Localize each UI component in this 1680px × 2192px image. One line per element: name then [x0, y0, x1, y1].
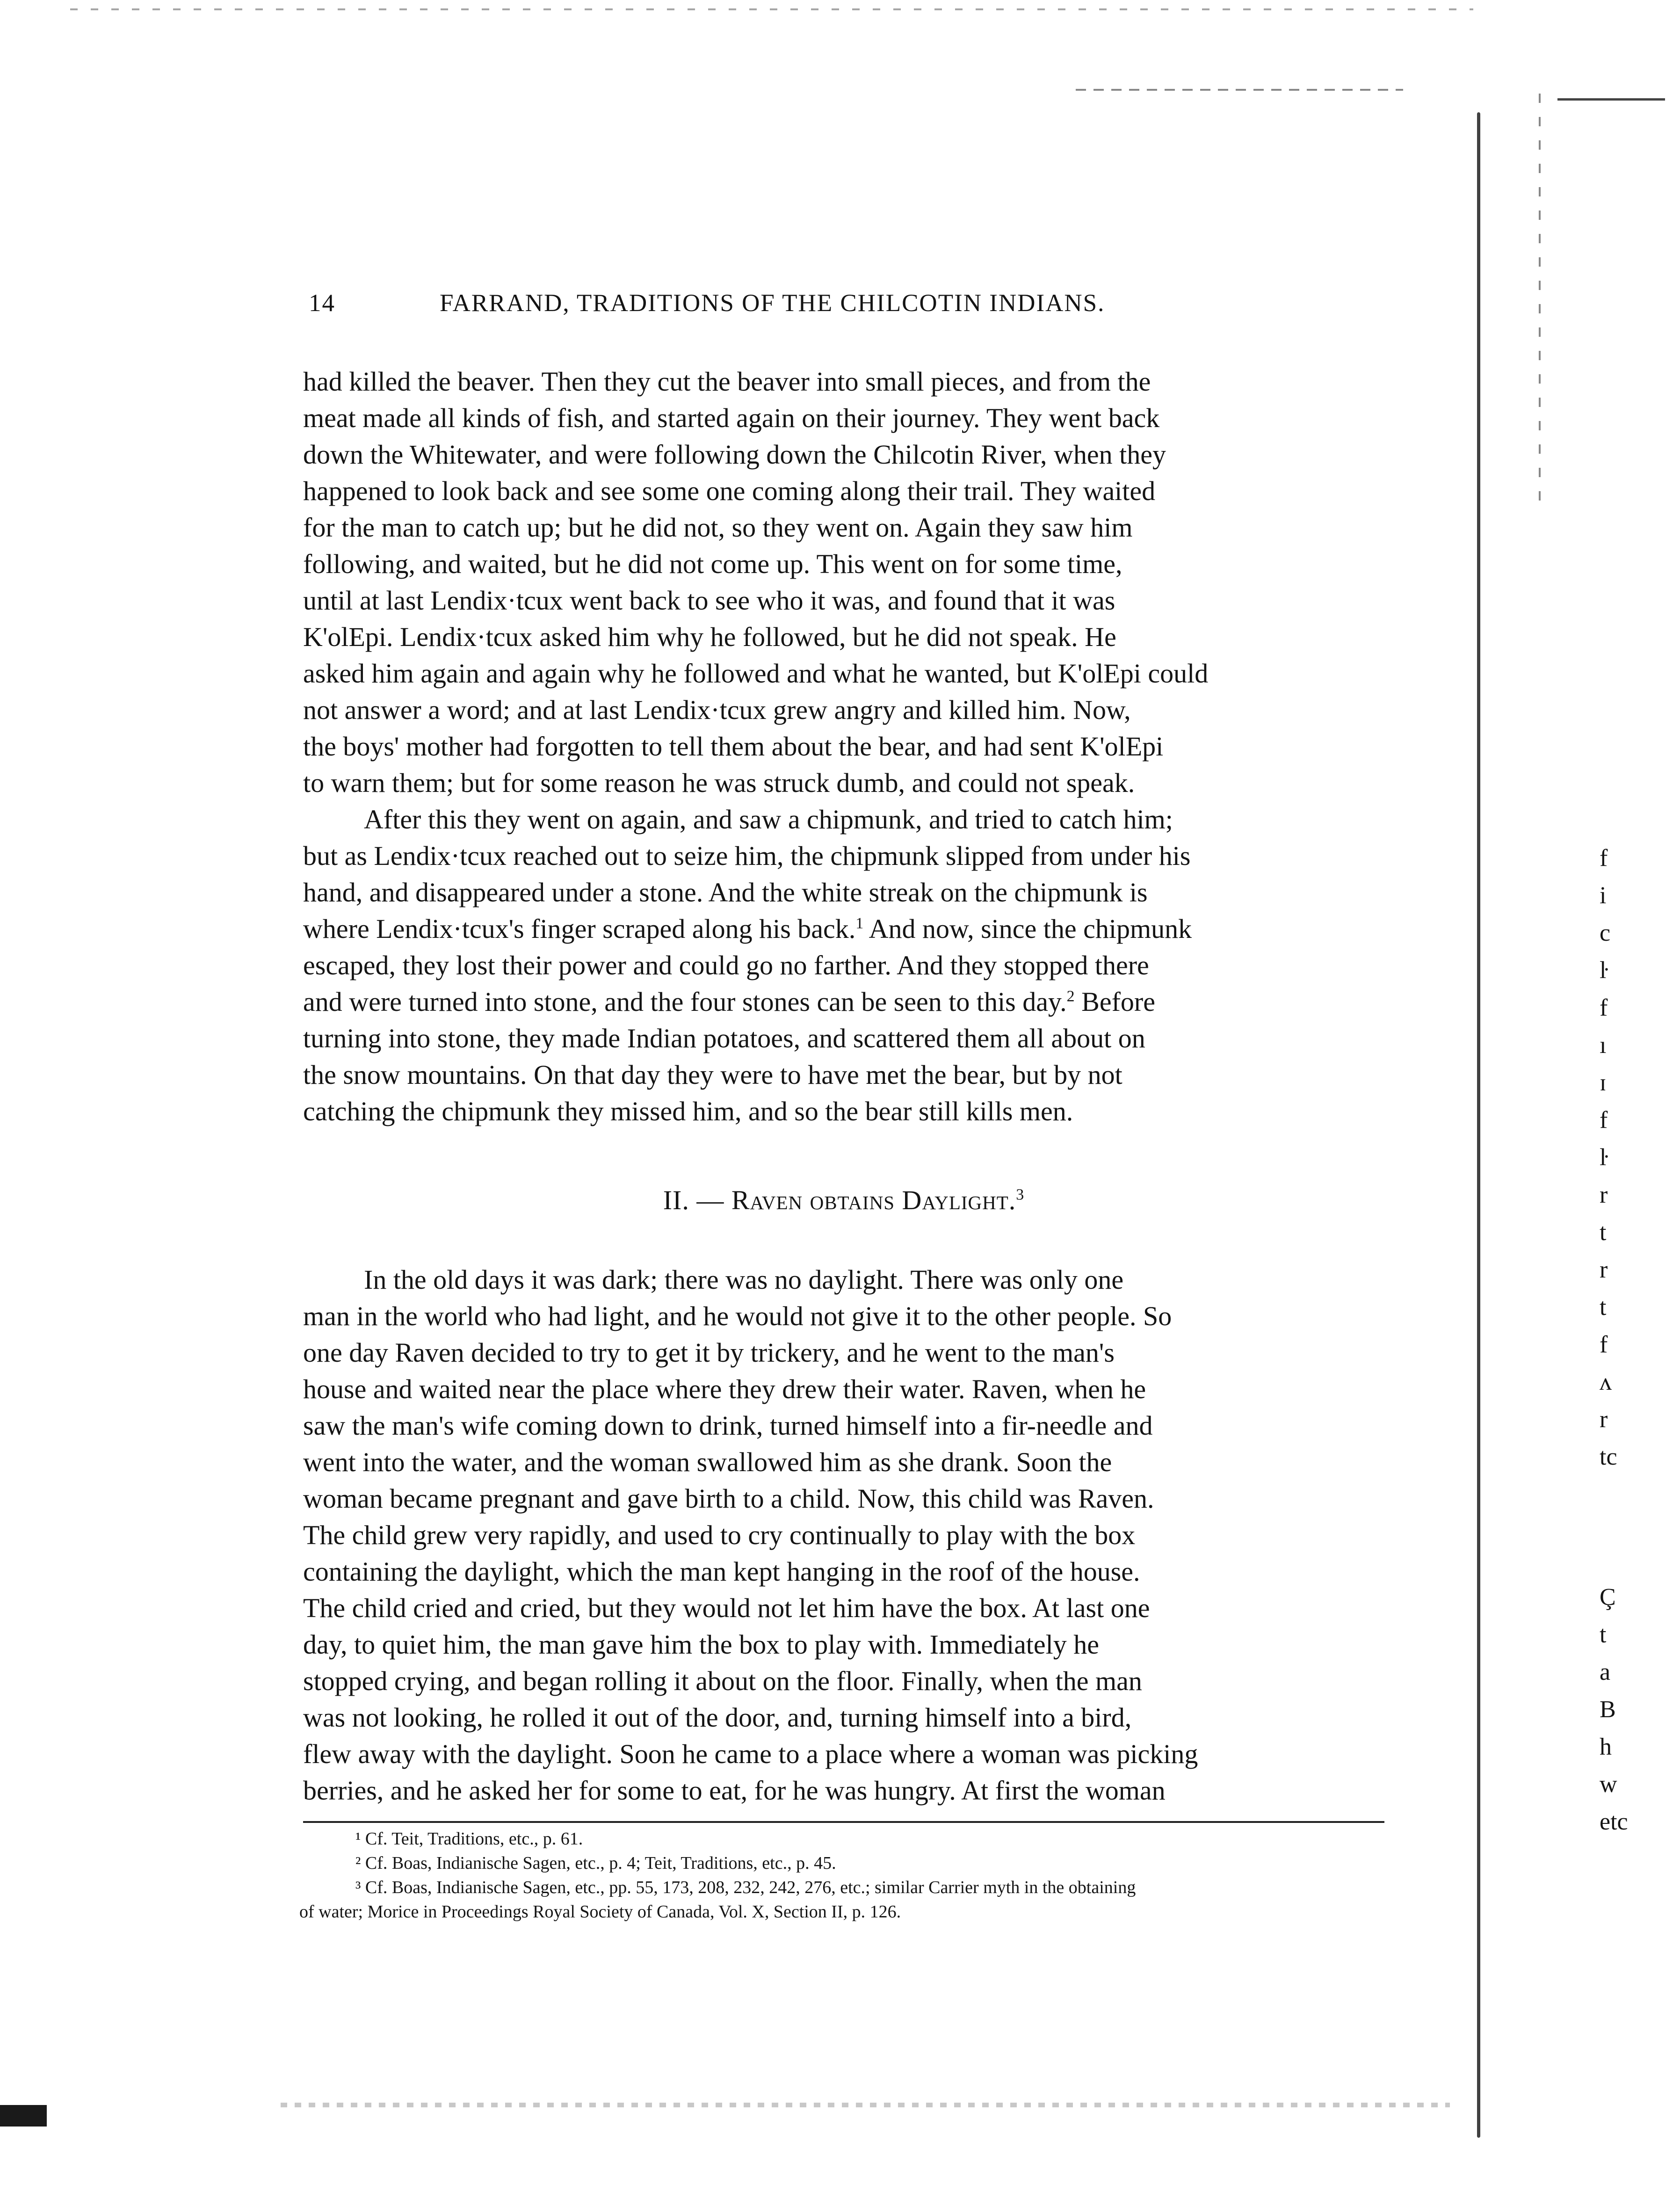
fragment: etc — [1600, 1808, 1628, 1835]
text-line: K'olEpi. Lendix·tcux asked him why he followed, but he did not speak. He — [303, 622, 1116, 652]
text-line: was not looking, he rolled it out of the door, and, turning himself into a bird, — [303, 1702, 1132, 1733]
scan-artifact-top-right — [1076, 89, 1403, 91]
text-line: The child grew very rapidly, and used to cry continually to play with the box — [303, 1520, 1136, 1550]
text-run: And now, since the chipmunk — [863, 914, 1192, 944]
footnotes — [299, 1827, 1389, 1924]
fragment: ŀ — [1600, 957, 1608, 984]
text-line: day, to quiet him, the man gave him the box to play with. Immediately he — [303, 1629, 1100, 1660]
text-line: In the old days it was dark; there was no daylight. There was only one — [364, 1264, 1124, 1295]
fragment: i — [1600, 882, 1607, 909]
fragment: t — [1600, 1219, 1607, 1246]
text-line: saw the man's wife coming down to drink, turned himself into a fir-needle and — [303, 1410, 1153, 1441]
fragment: t — [1600, 1294, 1607, 1321]
text-line — [303, 984, 1384, 1020]
paragraph-1 — [303, 363, 1384, 801]
fragment: f — [1600, 1107, 1608, 1133]
fragment: h — [1600, 1734, 1612, 1760]
fragment: w — [1600, 1771, 1617, 1798]
text-line: the boys' mother had forgotten to tell them about the bear, and had sent K'olEpi — [303, 731, 1164, 762]
text-line: house and waited near the place where they drew their water. Raven, when he — [303, 1374, 1146, 1404]
text-line: until at last Lendix·tcux went back to see who it was, and found that it was — [303, 585, 1115, 616]
text-line: turning into stone, they made Indian potatoes, and scattered them all about on — [303, 1023, 1145, 1053]
text-line: went into the water, and the woman swallowed him as she drank. Soon the — [303, 1447, 1112, 1477]
text-line: had killed the beaver. Then they cut the beaver into small pieces, and from the — [303, 366, 1151, 397]
fragment: r — [1600, 1182, 1608, 1208]
footnote-ref: 2 — [1066, 987, 1075, 1005]
footnote-ref: 3 — [1016, 1186, 1025, 1204]
paragraph-2 — [303, 801, 1384, 1130]
text-line: to warn them; but for some reason he was struck dumb, and could not speak. — [303, 768, 1135, 798]
text-line: man in the world who had light, and he would not give it to the other people. So — [303, 1301, 1172, 1331]
fragment: B — [1600, 1696, 1616, 1723]
text-run: Before — [1074, 987, 1155, 1017]
scan-artifact-bottom — [281, 2103, 1450, 2107]
scan-artifact-rule — [1557, 98, 1665, 101]
text-run: and were turned into stone, and the four stones can be seen to this day. — [303, 987, 1067, 1017]
text-line: following, and waited, but he did not come up. This went on for some time, — [303, 549, 1122, 579]
text-line: berries, and he asked her for some to eat, for he was hungry. At first the woman — [303, 1775, 1166, 1806]
text-line: down the Whitewater, and were following down the Chilcotin River, when they — [303, 439, 1166, 470]
fragment-gap — [1600, 1476, 1674, 1579]
scan-artifact-gutter-dots — [1539, 94, 1541, 515]
fragment: f — [1600, 994, 1608, 1021]
binding-gutter-shadow — [1477, 112, 1480, 2138]
text-line: After this they went on again, and saw a chipmunk, and tried to catch him; — [364, 804, 1173, 835]
footnote-ref: 1 — [855, 915, 864, 932]
fragment: tc — [1600, 1444, 1617, 1470]
footnote-2: ² Cf. Boas, Indianische Sagen, etc., p. 4; Teit, Traditions, etc., p. 45. — [355, 1853, 836, 1873]
footnote-1: ¹ Cf. Teit, Traditions, etc., p. 61. — [355, 1829, 583, 1849]
text-run: where Lendix·tcux's finger scraped along his back. — [303, 914, 856, 944]
footnote-3-continued: of water; Morice in Proceedings Royal Society of Canada, Vol. X, Section II, p. 126. — [299, 1902, 901, 1922]
running-title: FARRAND, TRADITIONS OF THE CHILCOTIN INDIANS. — [440, 290, 1105, 317]
fragment: r — [1600, 1406, 1608, 1433]
scan-artifact-corner — [0, 2105, 47, 2127]
paragraph-3 — [303, 1262, 1384, 1809]
text-line: asked him again and again why he followed and what he wanted, but K'olEpi could — [303, 658, 1209, 689]
text-line: happened to look back and see some one coming along their trail. They waited — [303, 476, 1156, 506]
facing-page-fragments — [1600, 840, 1674, 1841]
page-number: 14 — [309, 290, 335, 317]
fragment: ɪ — [1600, 1069, 1607, 1096]
fragment: Ç — [1600, 1584, 1616, 1611]
fragment: c — [1600, 920, 1611, 946]
footnote-3: ³ Cf. Boas, Indianische Sagen, etc., pp. 55, 173, 208, 232, 242, 276, etc.; similar Carrier myth in the obtaining — [355, 1878, 1136, 1897]
text-line: flew away with the daylight. Soon he came to a place where a woman was picking — [303, 1739, 1198, 1769]
text-line: hand, and disappeared under a stone. And the white streak on the chipmunk is — [303, 877, 1148, 907]
fragment: t — [1600, 1621, 1607, 1648]
text-line: The child cried and cried, but they would not let him have the box. At last one — [303, 1593, 1150, 1623]
text-line: the snow mountains. On that day they were to have met the bear, but by not — [303, 1060, 1122, 1090]
fragment: r — [1600, 1256, 1608, 1283]
fragment: f — [1600, 845, 1608, 871]
fragment: ı — [1600, 1032, 1607, 1059]
fragment: ŀ — [1600, 1144, 1608, 1171]
fragment: ʌ — [1600, 1369, 1612, 1395]
section-heading — [303, 1184, 1384, 1216]
fragment: a — [1600, 1659, 1611, 1685]
text-line: catching the chipmunk they missed him, and so the bear still kills men. — [303, 1096, 1073, 1126]
fragment: f — [1600, 1331, 1608, 1358]
text-line: stopped crying, and began rolling it about on the floor. Finally, when the man — [303, 1666, 1142, 1696]
text-line: meat made all kinds of fish, and started again on their journey. They went back — [303, 403, 1160, 433]
text-line: not answer a word; and at last Lendix·tcux grew angry and killed him. Now, — [303, 695, 1131, 725]
text-line: containing the daylight, which the man kept hanging in the roof of the house. — [303, 1556, 1140, 1587]
text-line: escaped, they lost their power and could go no farther. And they stopped there — [303, 950, 1149, 980]
text-line — [303, 911, 1384, 947]
section-heading-text: II. — Raven obtains Daylight. — [663, 1185, 1016, 1215]
text-line: one day Raven decided to try to get it by trickery, and he went to the man's — [303, 1337, 1115, 1368]
text-line: but as Lendix·tcux reached out to seize him, the chipmunk slipped from under his — [303, 841, 1191, 871]
footnote-divider — [303, 1821, 1384, 1823]
scan-artifact-top — [70, 8, 1473, 10]
text-line: woman became pregnant and gave birth to a child. Now, this child was Raven. — [303, 1483, 1154, 1514]
text-line: for the man to catch up; but he did not, so they went on. Again they saw him — [303, 512, 1133, 543]
running-head — [309, 289, 1398, 322]
